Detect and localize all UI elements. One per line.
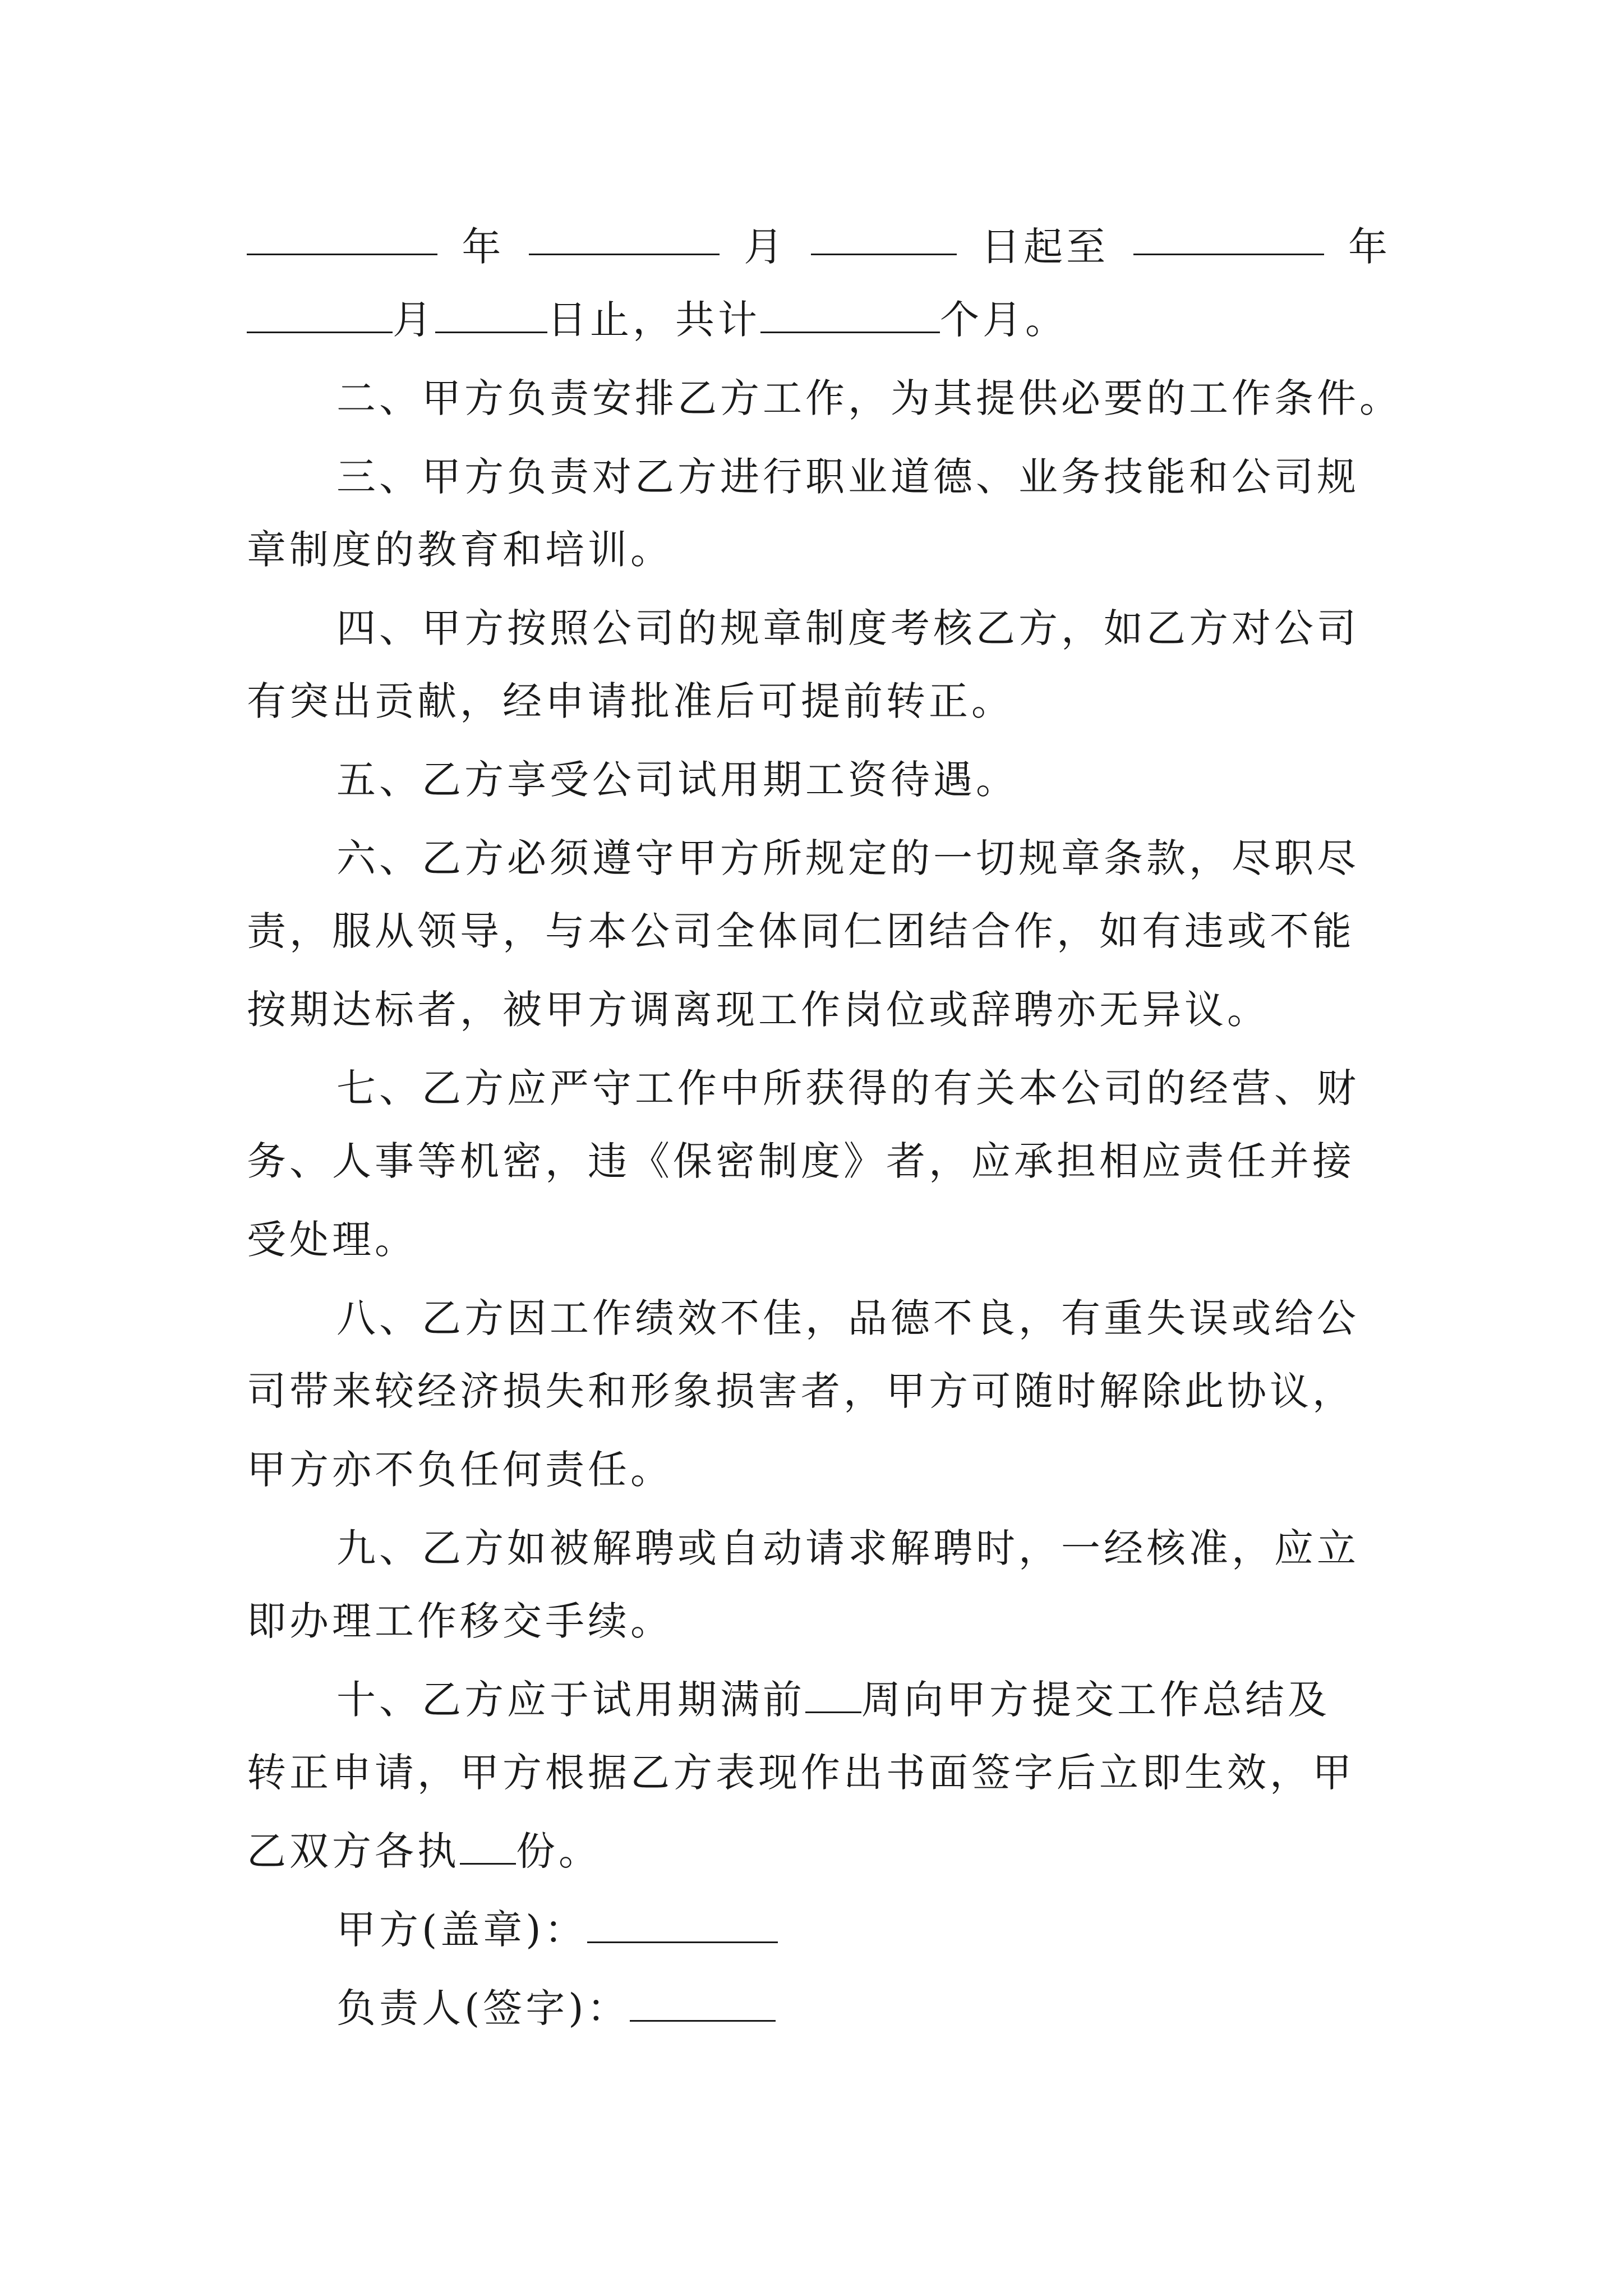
clause-4-line-1: 四、甲方按照公司的规章制度考核乙方，如乙方对公司 — [336, 605, 1359, 651]
blank-copies — [460, 1828, 516, 1865]
clause-7-line-3: 受处理。 — [247, 1217, 417, 1263]
year-label-1: 年 — [462, 224, 505, 270]
person-in-charge-signature-field[interactable] — [630, 1985, 776, 2022]
months-total-label: 个月。 — [940, 297, 1068, 343]
clause-10-line-1 — [336, 1672, 1391, 1728]
clause-10-line-2: 转正申请，甲方根据乙方表现作出书面签字后立即生效，甲 — [247, 1750, 1355, 1796]
party-a-label: 甲方(盖章)： — [336, 1907, 587, 1953]
clause-10-text-b: 周向甲方提交工作总结及 — [861, 1677, 1330, 1723]
clause-5: 五、乙方享受公司试用期工资待遇。 — [336, 757, 1018, 803]
party-a-seal-line — [336, 1902, 1391, 1958]
clause-10-text-a: 十、乙方应于试用期满前 — [336, 1677, 805, 1723]
person-in-charge-label: 负责人(签字)： — [336, 1985, 630, 2031]
clause-6-line-3: 按期达标者，被甲方调离现工作岗位或辞聘亦无异议。 — [247, 987, 1270, 1033]
blank-end-year — [1133, 219, 1324, 255]
clause-9-line-2: 即办理工作移交手续。 — [247, 1598, 673, 1644]
clause-4-line-2: 有突出贡献，经申请批准后可提前转正。 — [247, 678, 1014, 724]
month-label-2: 月 — [393, 297, 435, 343]
blank-start-month — [529, 219, 720, 255]
blank-weeks — [805, 1677, 861, 1713]
clause-10-text-d: 份。 — [516, 1828, 601, 1874]
clause-2: 二、甲方负责安排乙方工作，为其提供必要的工作条件。 — [336, 375, 1402, 421]
clause-6-line-1: 六、乙方必须遵守甲方所规定的一切规章条款，尽职尽 — [336, 835, 1359, 881]
clause-3-line-1: 三、甲方负责对乙方进行职业道德、业务技能和公司规 — [336, 454, 1359, 500]
day-start-label: 日起至 — [981, 224, 1109, 270]
clause-10-text-c: 乙双方各执 — [247, 1828, 460, 1874]
month-label-1: 月 — [744, 224, 787, 270]
clause-7-line-1: 七、乙方应严守工作中所获得的有关本公司的经营、财 — [336, 1065, 1359, 1111]
clause-7-line-2: 务、人事等机密，违《保密制度》者，应承担相应责任并接 — [247, 1138, 1355, 1184]
blank-end-day — [435, 297, 547, 333]
person-in-charge-line — [336, 1980, 1391, 2036]
blank-start-year — [247, 219, 437, 255]
blank-total-months — [760, 297, 940, 333]
blank-start-day — [811, 219, 957, 255]
clause-8-line-2: 司带来较经济损失和形象损害者，甲方可随时解除此协议， — [247, 1368, 1355, 1414]
party-a-seal-field[interactable] — [587, 1907, 778, 1943]
day-end-label: 日止，共计 — [547, 297, 760, 343]
clause-8-line-3: 甲方亦不负任何责任。 — [247, 1447, 673, 1493]
year-label-2: 年 — [1348, 224, 1391, 270]
date-line-1 — [247, 219, 1391, 275]
clause-9-line-1: 九、乙方如被解聘或自动请求解聘时，一经核准，应立 — [336, 1525, 1359, 1571]
clause-6-line-2: 责，服从领导，与本公司全体同仁团结合作，如有违或不能 — [247, 908, 1355, 954]
clause-8-line-1: 八、乙方因工作绩效不佳，品德不良，有重失误或给公 — [336, 1295, 1359, 1341]
blank-end-month — [247, 297, 393, 333]
clause-3-line-2: 章制度的教育和培训。 — [247, 527, 673, 573]
clause-10-line-3 — [247, 1823, 1391, 1879]
date-line-2 — [247, 292, 1391, 348]
